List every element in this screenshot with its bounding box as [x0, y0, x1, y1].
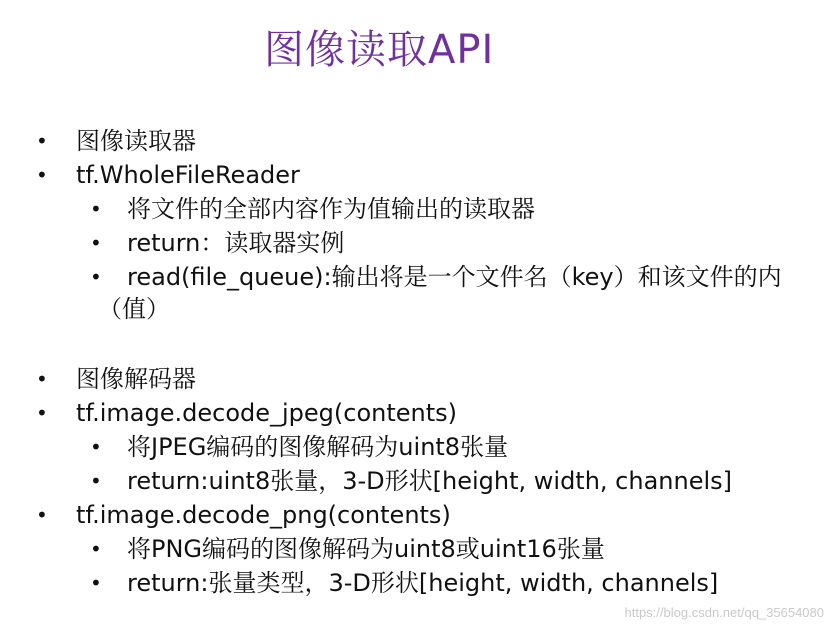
sub-bullet-jpeg-return: return:uint8张量，3-D形状[height, width, channels]	[127, 467, 733, 495]
bullet-marker: •	[36, 503, 48, 527]
slide-title: 图像读取API	[264, 27, 495, 73]
bullet-image-reader-heading: 图像读取器	[76, 127, 196, 155]
sub-bullet-reader-read-continuation: （值）	[98, 295, 170, 323]
sub-bullet-reader-desc: 将文件的全部内容作为值输出的读取器	[127, 195, 535, 223]
bullet-marker: •	[36, 163, 48, 187]
bullet-decode-jpeg: tf.image.decode_jpeg(contents)	[76, 399, 458, 427]
sub-bullet-marker: •	[90, 537, 102, 561]
sub-bullet-png-desc: 将PNG编码的图像解码为uint8或uint16张量	[127, 535, 605, 563]
sub-bullet-marker: •	[90, 197, 102, 221]
bullet-decode-png: tf.image.decode_png(contents)	[76, 501, 451, 529]
sub-bullet-jpeg-desc: 将JPEG编码的图像解码为uint8张量	[127, 433, 509, 461]
sub-bullet-marker: •	[90, 469, 102, 493]
sub-bullet-png-return: return:张量类型，3-D形状[height, width, channels]	[127, 569, 719, 597]
sub-bullet-reader-read: read(file_queue):输出将是一个文件名（key）和该文件的内	[127, 263, 782, 291]
bullet-wholefilereader: tf.WholeFileReader	[76, 161, 300, 189]
sub-bullet-marker: •	[90, 265, 102, 289]
sub-bullet-marker: •	[90, 231, 102, 255]
sub-bullet-marker: •	[90, 571, 102, 595]
bullet-marker: •	[36, 129, 48, 153]
watermark-url: https://blog.csdn.net/qq_35654080	[624, 605, 824, 620]
bullet-marker: •	[36, 367, 48, 391]
sub-bullet-marker: •	[90, 435, 102, 459]
sub-bullet-reader-return: return：读取器实例	[127, 229, 345, 257]
bullet-marker: •	[36, 401, 48, 425]
bullet-image-decoder-heading: 图像解码器	[76, 365, 196, 393]
